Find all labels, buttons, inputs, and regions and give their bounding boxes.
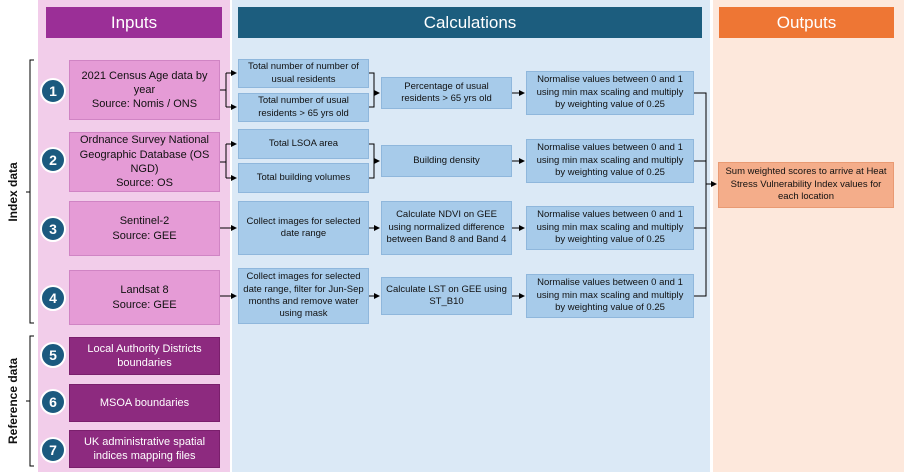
- reference-bracket: [30, 336, 34, 466]
- calc-total-lsoa-area: Total LSOA area: [238, 129, 369, 159]
- outputs-header: Outputs: [719, 7, 894, 38]
- calc-collect-images-l8: Collect images for selected date range, filter for Jun-Sep months and remove water using mask: [238, 268, 369, 324]
- output-hsvi: Sum weighted scores to arrive at Heat Stress Vulnerability Index values for each location: [718, 162, 894, 208]
- input-os-ngd: Ordnance Survey National Geographic Database (OS NGD) Source: OS: [69, 132, 220, 192]
- step-6-badge: 6: [40, 389, 66, 415]
- row1-merge: [369, 73, 379, 107]
- calc-collect-images-s2: Collect images for selected date range: [238, 201, 369, 255]
- step-3-badge: 3: [40, 216, 66, 242]
- index-bracket: [30, 60, 34, 323]
- step-4-badge: 4: [40, 285, 66, 311]
- calc-ndvi: Calculate NDVI on GEE using normalized difference between Band 8 and Band 4: [381, 201, 512, 255]
- index-data-label: Index data: [6, 162, 20, 222]
- ref-msoa-boundaries: MSOA boundaries: [69, 384, 220, 422]
- step-2-badge: 2: [40, 147, 66, 173]
- calc-total-building-volumes: Total building volumes: [238, 163, 369, 193]
- step-5-badge: 5: [40, 342, 66, 368]
- row2-merge: [369, 144, 379, 178]
- calc-percentage-over-65: Percentage of usual residents > 65 yrs old: [381, 77, 512, 109]
- input-landsat-8: Landsat 8 Source: GEE: [69, 270, 220, 325]
- calc-residents-over-65: Total number of usual residents > 65 yrs old: [238, 93, 369, 122]
- input-census-age: 2021 Census Age data by year Source: Nomis / ONS: [69, 60, 220, 120]
- calc-normalise-2: Normalise values between 0 and 1 using min max scaling and multiply by weighting value of 0.25: [526, 139, 694, 183]
- step-1-badge: 1: [40, 78, 66, 104]
- normalise-merge: [694, 93, 716, 296]
- calc-building-density: Building density: [381, 145, 512, 177]
- calc-total-residents: Total number of number of usual residents: [238, 59, 369, 88]
- calc-normalise-4: Normalise values between 0 and 1 using min max scaling and multiply by weighting value of 0.25: [526, 274, 694, 318]
- calculations-header: Calculations: [238, 7, 702, 38]
- inputs-header: Inputs: [46, 7, 222, 38]
- input-sentinel-2: Sentinel-2 Source: GEE: [69, 201, 220, 256]
- step-7-badge: 7: [40, 437, 66, 463]
- ref-lad-boundaries: Local Authority Districts boundaries: [69, 337, 220, 375]
- reference-data-label: Reference data: [6, 357, 20, 445]
- row2-split: [220, 144, 236, 178]
- calc-normalise-3: Normalise values between 0 and 1 using min max scaling and multiply by weighting value of 0.25: [526, 206, 694, 250]
- row1-split: [220, 73, 236, 107]
- calc-normalise-1: Normalise values between 0 and 1 using min max scaling and multiply by weighting value of 0.25: [526, 71, 694, 115]
- calc-lst: Calculate LST on GEE using ST_B10: [381, 277, 512, 315]
- ref-spatial-indices: UK administrative spatial indices mapping files: [69, 430, 220, 468]
